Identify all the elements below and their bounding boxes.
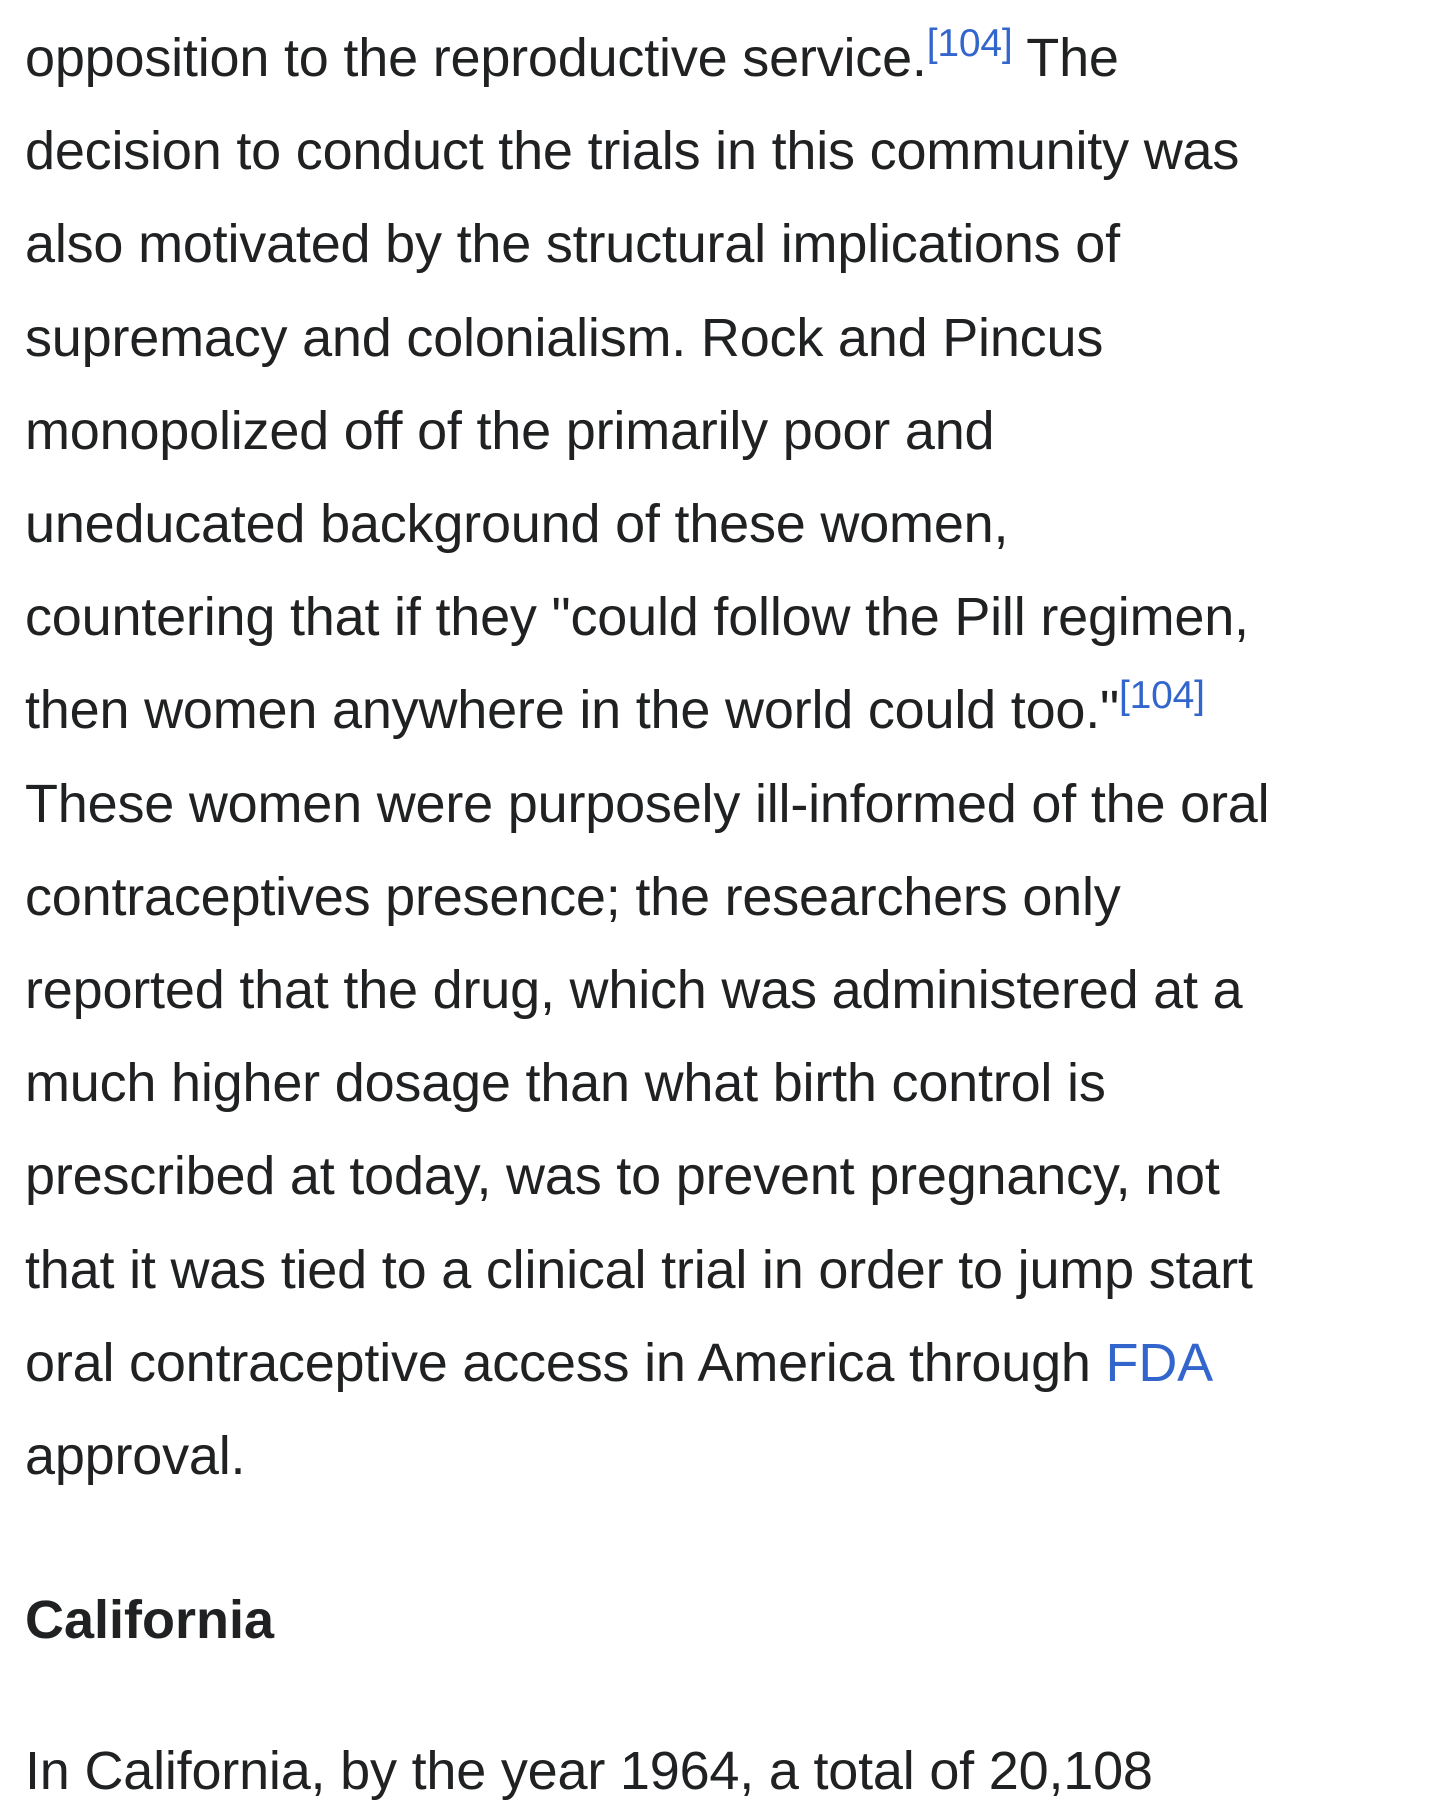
section-heading-california: California (25, 1590, 275, 1651)
fda-link[interactable]: FDA (1105, 1332, 1213, 1393)
text-line: These women were purposely ill-informed of the oral (25, 773, 1270, 834)
text-line (25, 664, 1415, 757)
text-line: In California, by the year 1964, a total of 20,108 (25, 1741, 1153, 1802)
text-line (25, 1317, 1415, 1410)
text-segment: opposition to the reproductive service. (25, 28, 927, 88)
text-line: approval. (25, 1426, 246, 1487)
text-line: reported that the drug, which was administered at a (25, 960, 1243, 1021)
text-line: uneducated background of these women, (25, 494, 1009, 555)
text-line: prescribed at today, was to prevent pregnancy, not (25, 1146, 1220, 1207)
text-line: contraceptives presence; the researchers only (25, 866, 1121, 927)
text-line: monopolized off of the primarily poor and (25, 400, 995, 461)
text-line: countering that if they "could follow the Pill regimen, (25, 587, 1249, 648)
paragraph-california (25, 1725, 1415, 1818)
text-segment: oral contraceptive access in America through (25, 1332, 1106, 1393)
text-segment: then women anywhere in the world could too." (25, 680, 1120, 741)
paragraph-trials (25, 12, 1415, 1503)
text-line: much higher dosage than what birth control is (25, 1053, 1106, 1114)
article-content (25, 12, 1415, 1818)
text-line: decision to conduct the trials in this community was (25, 121, 1240, 182)
text-line: also motivated by the structural implications of (25, 214, 1120, 275)
text-line: that it was tied to a clinical trial in order to jump start (25, 1239, 1253, 1300)
text-segment: The (1012, 28, 1119, 88)
text-line (25, 12, 1415, 105)
text-line: supremacy and colonialism. Rock and Pincus (25, 307, 1104, 368)
citation-link-104[interactable]: [104] (1119, 674, 1205, 718)
citation-link-104[interactable]: [104] (926, 22, 1013, 65)
